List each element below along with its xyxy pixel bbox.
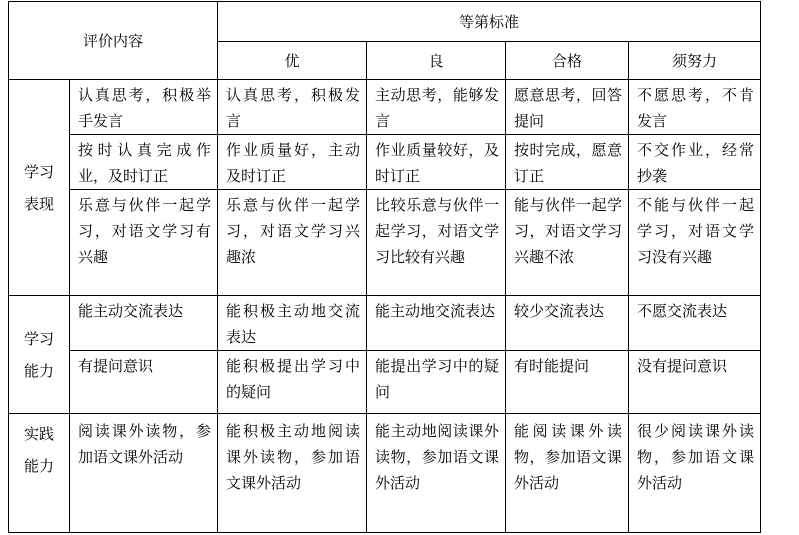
level-cell: 不愿交流表达 xyxy=(629,296,761,351)
level-cell: 不愿思考，不肯发言 xyxy=(629,80,761,135)
level-cell: 作业质量好，主动及时订正 xyxy=(218,135,367,190)
category-learning-ability: 学习 能力 xyxy=(9,296,70,414)
level-cell: 比较乐意与伙伴一起学习，对语文学习比较有兴趣 xyxy=(367,190,506,296)
category-practice-ability: 实践 能力 xyxy=(9,414,70,533)
table-row xyxy=(9,80,761,135)
item-cell: 乐意与伙伴一起学习，对语文学习有兴趣 xyxy=(70,190,218,296)
level-cell: 能积极提出学习中的疑问 xyxy=(218,351,367,414)
table-row xyxy=(9,190,761,296)
level-header-excellent: 优 xyxy=(218,42,367,80)
item-cell: 阅读课外读物，参加语文课外活动 xyxy=(70,414,218,533)
level-cell: 能主动地阅读课外读物，参加语文课外活动 xyxy=(367,414,506,533)
level-cell: 愿意思考，回答提问 xyxy=(506,80,629,135)
item-cell: 有提问意识 xyxy=(70,351,218,414)
level-cell: 没有提问意识 xyxy=(629,351,761,414)
level-cell: 有时能提问 xyxy=(506,351,629,414)
level-cell: 认真思考，积极发言 xyxy=(218,80,367,135)
level-cell: 能积极主动地交流表达 xyxy=(218,296,367,351)
level-cell: 能积极主动地阅读课外读物，参加语文课外活动 xyxy=(218,414,367,533)
level-header-pass: 合格 xyxy=(506,42,629,80)
item-cell: 能主动交流表达 xyxy=(70,296,218,351)
evaluation-content-header: 评价内容 xyxy=(9,2,218,80)
level-cell: 能阅读课外读物，参加语文课外活动 xyxy=(506,414,629,533)
level-cell: 能主动地交流表达 xyxy=(367,296,506,351)
table-row xyxy=(9,296,761,351)
level-header-needs-effort: 须努力 xyxy=(629,42,761,80)
level-cell: 不能与伙伴一起学习，对语文学习没有兴趣 xyxy=(629,190,761,296)
level-cell: 很少阅读课外读物，参加语文课外活动 xyxy=(629,414,761,533)
level-cell: 能与伙伴一起学习，对语文学习兴趣不浓 xyxy=(506,190,629,296)
level-cell: 作业质量较好，及时订正 xyxy=(367,135,506,190)
level-header-good: 良 xyxy=(367,42,506,80)
item-cell: 按时认真完成作业，及时订正 xyxy=(70,135,218,190)
level-cell: 较少交流表达 xyxy=(506,296,629,351)
level-cell: 能提出学习中的疑问 xyxy=(367,351,506,414)
category-learning-performance: 学习 表现 xyxy=(9,80,70,296)
evaluation-table xyxy=(8,1,761,533)
level-cell: 按时完成，愿意订正 xyxy=(506,135,629,190)
level-cell: 主动思考，能够发言 xyxy=(367,80,506,135)
grade-standard-header: 等第标准 xyxy=(218,2,761,42)
item-cell: 认真思考，积极举手发言 xyxy=(70,80,218,135)
table-row xyxy=(9,351,761,414)
level-cell: 不交作业，经常抄袭 xyxy=(629,135,761,190)
table-row xyxy=(9,414,761,533)
level-cell: 乐意与伙伴一起学习，对语文学习兴趣浓 xyxy=(218,190,367,296)
table-row xyxy=(9,135,761,190)
